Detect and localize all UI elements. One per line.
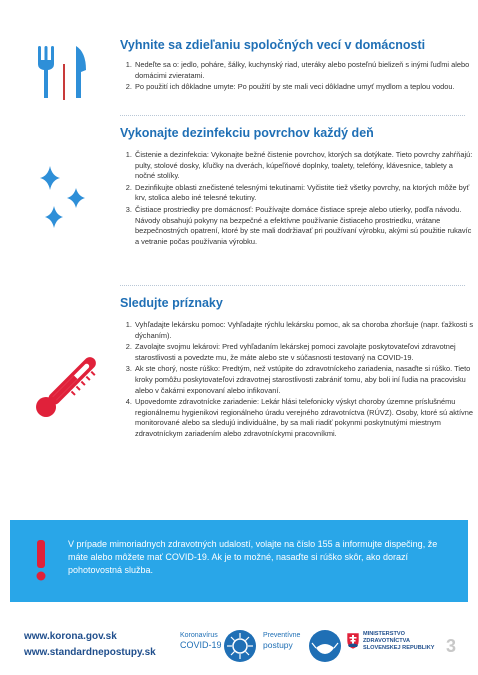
emergency-banner: [10, 520, 468, 602]
fork-knife-icon: [34, 44, 92, 105]
divider: [120, 115, 465, 117]
page-number: 3: [446, 636, 457, 656]
ministry-line: ZDRAVOTNÍCTVA: [363, 637, 411, 644]
symptoms-list: [120, 320, 474, 441]
covid-logo: [180, 626, 258, 666]
virus-icon: [222, 628, 258, 664]
disinfect-list: [120, 150, 474, 248]
section-title-disinfect: Vykonajte dezinfekciu povrchov každý deň: [120, 126, 374, 140]
logo-line: Koronavírus: [180, 632, 218, 639]
list-item: 2. Zavolajte svojmu lekárovi: Pred vyhľadaním lekárskej pomoci zavolajte poskytovateľovi zdravotnej starostlivosti a povedzte mu, že máte alebo ste v súčasnosti testovaný na COVID-19.: [134, 342, 474, 363]
divider: [120, 285, 465, 287]
logo-line: Preventívne: [263, 632, 301, 639]
prevention-icon: [307, 628, 343, 664]
list-item: 2. Dezinfikujte oblasti znečistené telesnými tekutinami: Vyčistite tiež všetky povrchy, na ktorých môže byť krv, stolica alebo iné telesné tekutiny.: [134, 183, 474, 204]
list-item: 2. Po použití ich dôkladne umyte: Po použití by ste mali veci dôkladne umyť mydlom a teplou vodou.: [134, 82, 474, 93]
link-korona[interactable]: www.korona.gov.sk: [24, 631, 117, 642]
section-title-symptoms: Sledujte príznaky: [120, 296, 223, 310]
link-standardnepostupy[interactable]: www.standardnepostupy.sk: [24, 647, 156, 658]
thermometer-icon: [30, 350, 96, 435]
list-item: 1. Čistenie a dezinfekcia: Vykonajte bežné čistenie povrchov, ktorých sa dotýkate. Tieto povrchy zahŕňajú: pulty, stolové dosky, kľučky na dverách, kúpeľňové doplnky, toalety, telefóny, klávesnice, tablety a nočné stolíky.: [134, 150, 474, 182]
list-item: 1. Vyhľadajte lekársku pomoc: Vyhľadajte rýchlu lekársku pomoc, ak sa choroba zhoršuje (napr. ťažkosti s dýchaním).: [134, 320, 474, 341]
sparkle-icon: [36, 162, 96, 239]
ministry-logo: [346, 630, 442, 664]
ministry-line: MINISTERSTVO: [363, 631, 405, 637]
list-item: 3. Čistiace prostriedky pre domácnosť: Používajte domáce čistiace spreje alebo utierky, podľa návodu. Návody obsahujú pokyny na bezpečné a efektívne používanie čistiaceho prostriedku, vrátane bezpečnostných opatrení, ktoré by ste mali dodržiavať pri používaní výrobku, akými sú použitie rukavíc a vetranie počas používania výrobku.: [134, 205, 474, 247]
list-item: 1. Nedeľte sa o: jedlo, poháre, šálky, kuchynský riad, uteráky alebo posteľnú bielizeň s inými ľuďmi alebo domácimi zvieratami.: [134, 60, 474, 81]
emergency-text: V prípade mimoriadnych zdravotných udalostí, volajte na číslo 155 a informujte dispečing, že máte alebo môžete mať COVID-19. Ak je to možné, nasaďte si rúško skôr, ako dorazí pohotovostná služba.: [68, 539, 438, 576]
logo-line: COVID-19: [180, 639, 222, 650]
coat-of-arms-icon: [346, 632, 360, 650]
prevention-logo: [263, 626, 343, 666]
ministry-line: SLOVENSKEJ REPUBLIKY: [363, 644, 435, 651]
list-item: 4. Upovedomte zdravotnícke zariadenie: Lekár hlási telefonicky výskyt choroby územne príslušnému regionálnemu hygienikovi regionálneho úradu verejného zdravotníctva (RÚVZ). Osoby, ktoré sú aktívne monitorované alebo sa sledujú individuálne, by sa mali riadiť pokynmi poskytnutými miestnym zdravotníckym zariadením alebo zdravotníckymi pracovníkmi.: [134, 397, 474, 439]
exclamation-icon: [34, 540, 48, 587]
shared-items-list: [120, 60, 474, 94]
section-title-shared-items: Vyhnite sa zdieľaniu spoločných vecí v domácnosti: [120, 38, 426, 52]
logo-line: postupy: [263, 639, 293, 650]
list-item: 3. Ak ste chorý, noste rúško: Predtým, než vstúpite do zdravotníckeho zariadenia, nasaďte si rúško. Tieto kroky pomôžu poskytovateľovi zdravotnej starostlivosti zabrániť tomu, aby boli iní ľudia na pracovisku alebo v čakárni exponovaní alebo infikovaní.: [134, 364, 474, 396]
